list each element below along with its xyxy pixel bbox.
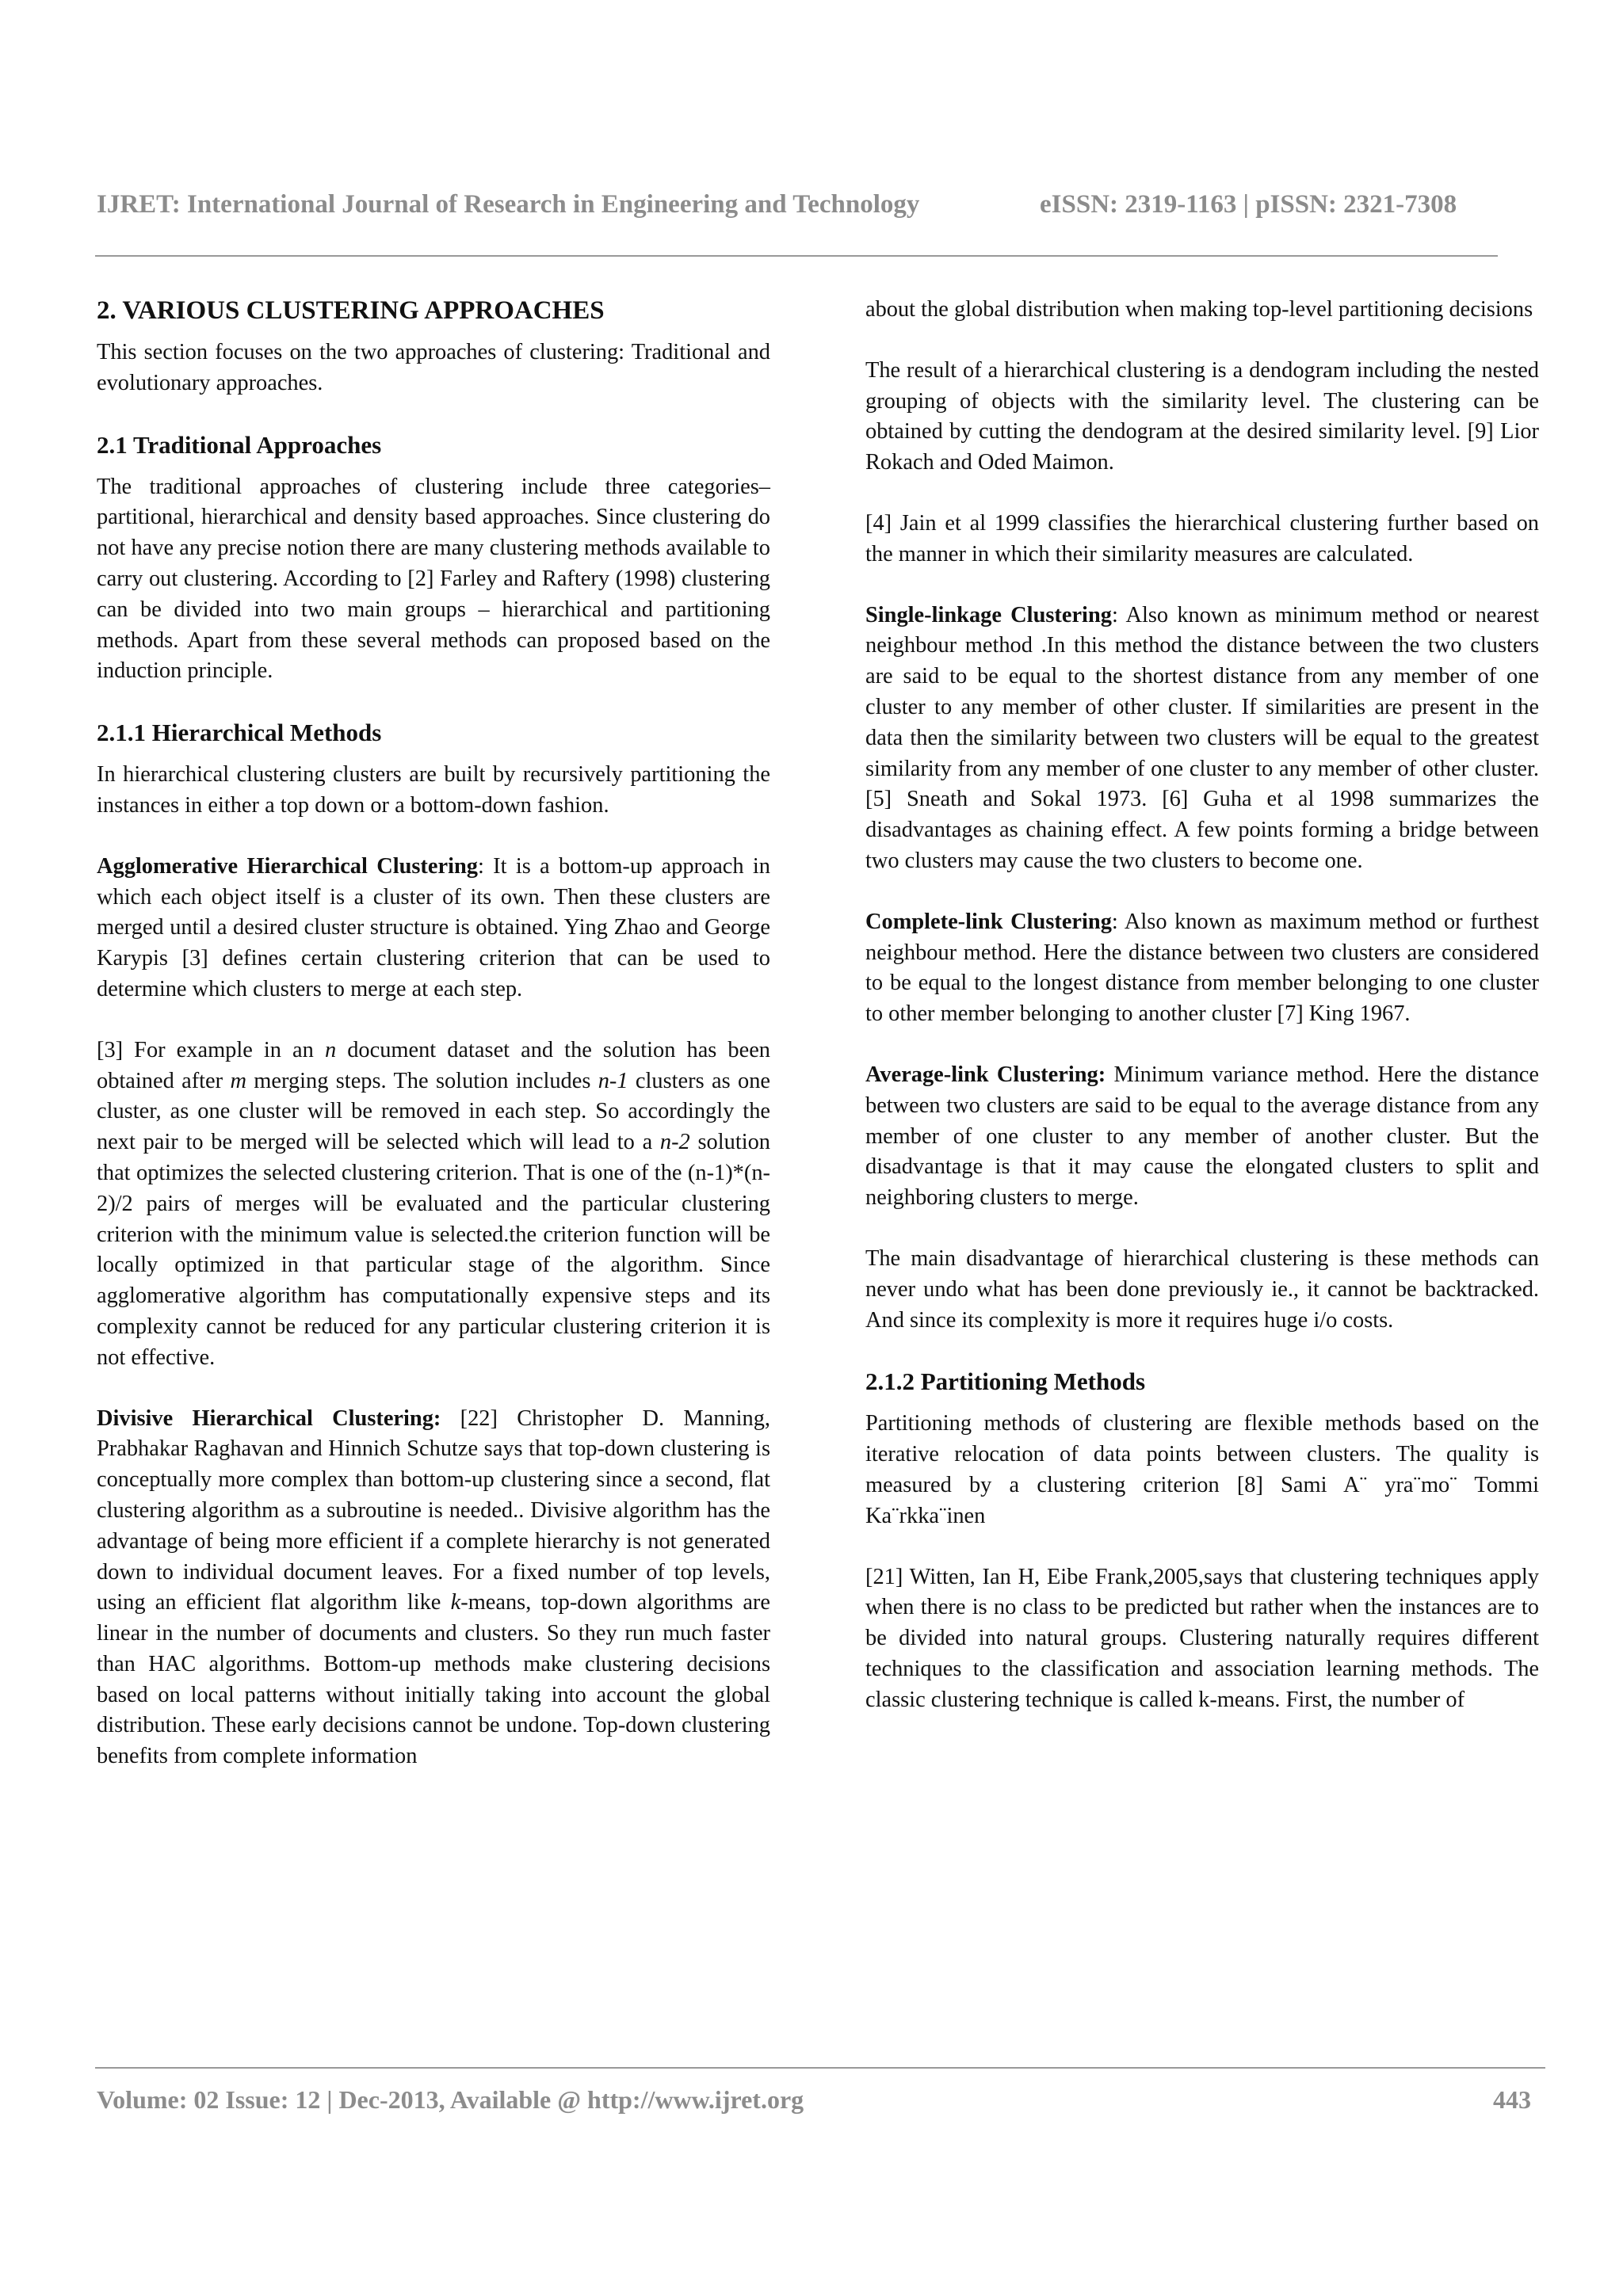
average-link-paragraph [865, 1060, 1539, 1214]
divisive-var-k: k- [450, 1590, 468, 1615]
divisive-paragraph [97, 1404, 770, 1773]
example-var-n: n [324, 1037, 337, 1062]
example-var-n1: n-1 [598, 1068, 628, 1093]
single-linkage-text: : Also known as minimum method or nearest neighbour method .In this method the distance between the two clusters are said to be equal to the shortest distance from any member of one cluster to any member of other cluster. If similarities are present in the data then the similarity between two clusters will be equal to the greatest similarity from any member of one cluster to any member of other cluster. [5] Sneath and Sokal 1973. [6] Guha et al 1998 summarizes the disadvantages as chaining effect. A few points forming a bridge between two clusters may cause the two clusters to become one. [865, 602, 1539, 873]
disadvantage-paragraph: The main disadvantage of hierarchical clustering is these methods can never undo what has been done previously ie., it cannot be backtracked. And since its complexity is more it requires huge i/o costs. [865, 1245, 1539, 1333]
agglomerative-paragraph [97, 852, 770, 1005]
average-link-text: Minimum variance method. Here the distance between two clusters are said to be equal to the average distance from any member of one cluster to any member of another cluster. But the disadvantage is that it may cause the elongated clusters to split and neighboring clusters to merge. [865, 1062, 1540, 1211]
partitioning-paragraph: Partitioning methods of clustering are flexible methods based on the iterative relocation of data points between clusters. The quality is measured by a clustering criterion [8] Sami A¨ yra¨mo¨ Tommi Ka¨rkka¨inen [865, 1411, 1539, 1528]
witten-paragraph: [21] Witten, Ian H, Eibe Frank,2005,says that clustering techniques apply when there is no class to be predicted but rather when the instances are to be divided into natural groups. Clustering naturally requires different techniques to the classification and association learning methods. The classic clustering technique is called k-means. First, the number of [865, 1564, 1539, 1712]
hierarchical-paragraph: In hierarchical clustering clusters are built by recursively partitioning the instances in either a top down or a bottom-down fashion. [97, 762, 770, 818]
divisive-label: Divisive Hierarchical Clustering: [97, 1405, 441, 1431]
page-number: 443 [1493, 2085, 1531, 2114]
continuation-paragraph: about the global distribution when making top-level partitioning decisions [865, 297, 1533, 322]
complete-link-paragraph [865, 907, 1539, 1030]
example-text-4: clusters as one cluster, as one cluster will be removed in each step. So accordingly the next pair to be merged will be selected which will lead to a [97, 1068, 770, 1155]
divisive-text-1: [22] Christopher D. Manning, Prabhakar Raghavan and Hinnich Schutze says that top-down clustering is conceptually more complex than bottom-up clustering since a second, flat clustering algorithm as a subroutine is needed.. Divisive algorithm has the advantage of being more efficient if a complete hierarchy is not generated down to individual document leaves. For a fixed number of top levels, using an efficient flat algorithm like [97, 1405, 770, 1615]
agglomerative-text: : It is a bottom-up approach in which each object itself is a cluster of its own. Then these clusters are merged until a desired cluster structure is obtained. Ying Zhao and George Karypis [3] defines certain clustering criterion that can be used to determine which clusters to merge at each step. [97, 853, 770, 1001]
example-text-1: [3] For example in an [97, 1037, 325, 1062]
volume-info: Volume: 02 Issue: 12 | Dec-2013, Available @ http://www.ijret.org [97, 2085, 804, 2114]
example-text-2: document dataset and the solution has been obtained after [97, 1037, 770, 1093]
issn-info: eISSN: 2319-1163 | pISSN: 2321-7308 [1040, 190, 1457, 219]
average-link-label: Average-link Clustering: [865, 1062, 1106, 1087]
hierarchical-heading: 2.1.1 Hierarchical Methods [97, 719, 382, 747]
section-title: 2. VARIOUS CLUSTERING APPROACHES [97, 296, 605, 325]
example-paragraph [97, 1035, 770, 1374]
right-column [865, 295, 1539, 1745]
example-text-5: solution that optimizes the selected clustering criterion. That is one of the (n-1)*(n-2)/2 pairs of merges will be evaluated and the particular clustering criterion with the minimum value is selected.the criterion function will be locally optimized in that particular stage of the algorithm. Since agglomerative algorithm has computationally expensive steps and its complexity cannot be reduced for any particular clustering criterion it is not effective. [97, 1130, 770, 1370]
partitioning-heading: 2.1.2 Partitioning Methods [865, 1367, 1146, 1396]
example-var-m: m [230, 1068, 246, 1093]
section-intro: This section focuses on the two approaches of clustering: Traditional and evolutionary approaches. [97, 340, 770, 395]
dendogram-paragraph: The result of a hierarchical clustering is a dendogram including the nested grouping of objects with the similarity level. The clustering can be obtained by cutting the dendogram at the desired similarity level. [9] Lior Rokach and Oded Maimon. [865, 357, 1539, 475]
single-linkage-paragraph [865, 601, 1539, 877]
journal-name: IJRET: International Journal of Research in Engineering and Technology [97, 190, 920, 219]
agglomerative-label: Agglomerative Hierarchical Clustering [97, 853, 478, 879]
single-linkage-label: Single-linkage Clustering [865, 602, 1112, 627]
complete-link-text: : Also known as maximum method or furthest neighbour method. Here the distance between two clusters are considered to be equal to the longest distance from member belonging to one cluster to other member belonging to another cluster [7] King 1967. [865, 909, 1539, 1027]
jain-paragraph: [4] Jain et al 1999 classifies the hierarchical clustering further based on the manner in which their similarity measures are calculated. [865, 510, 1539, 566]
complete-link-label: Complete-link Clustering [865, 909, 1112, 934]
left-column [97, 295, 770, 1802]
header-divider [95, 255, 1498, 257]
example-var-n2: n-2 [659, 1130, 690, 1155]
footer-divider [95, 2067, 1545, 2069]
example-text-3: merging steps. The solution includes [246, 1068, 598, 1093]
traditional-heading: 2.1 Traditional Approaches [97, 430, 382, 459]
traditional-paragraph: The traditional approaches of clustering include three categories–partitional, hierarchical and density based approaches. Since clustering do not have any precise notion there are many clustering methods available to carry out clustering. According to [2] Farley and Raftery (1998) clustering can be divided into two main groups – hierarchical and partitioning methods. Apart from these several methods can proposed based on the induction principle. [97, 474, 770, 684]
divisive-text-2: means, top-down algorithms are linear in the number of documents and clusters. So they run much faster than HAC algorithms. Bottom-up methods make clustering decisions based on local patterns without initially taking into account the global distribution. These early decisions cannot be undone. Top-down clustering benefits from complete information [97, 1590, 770, 1769]
